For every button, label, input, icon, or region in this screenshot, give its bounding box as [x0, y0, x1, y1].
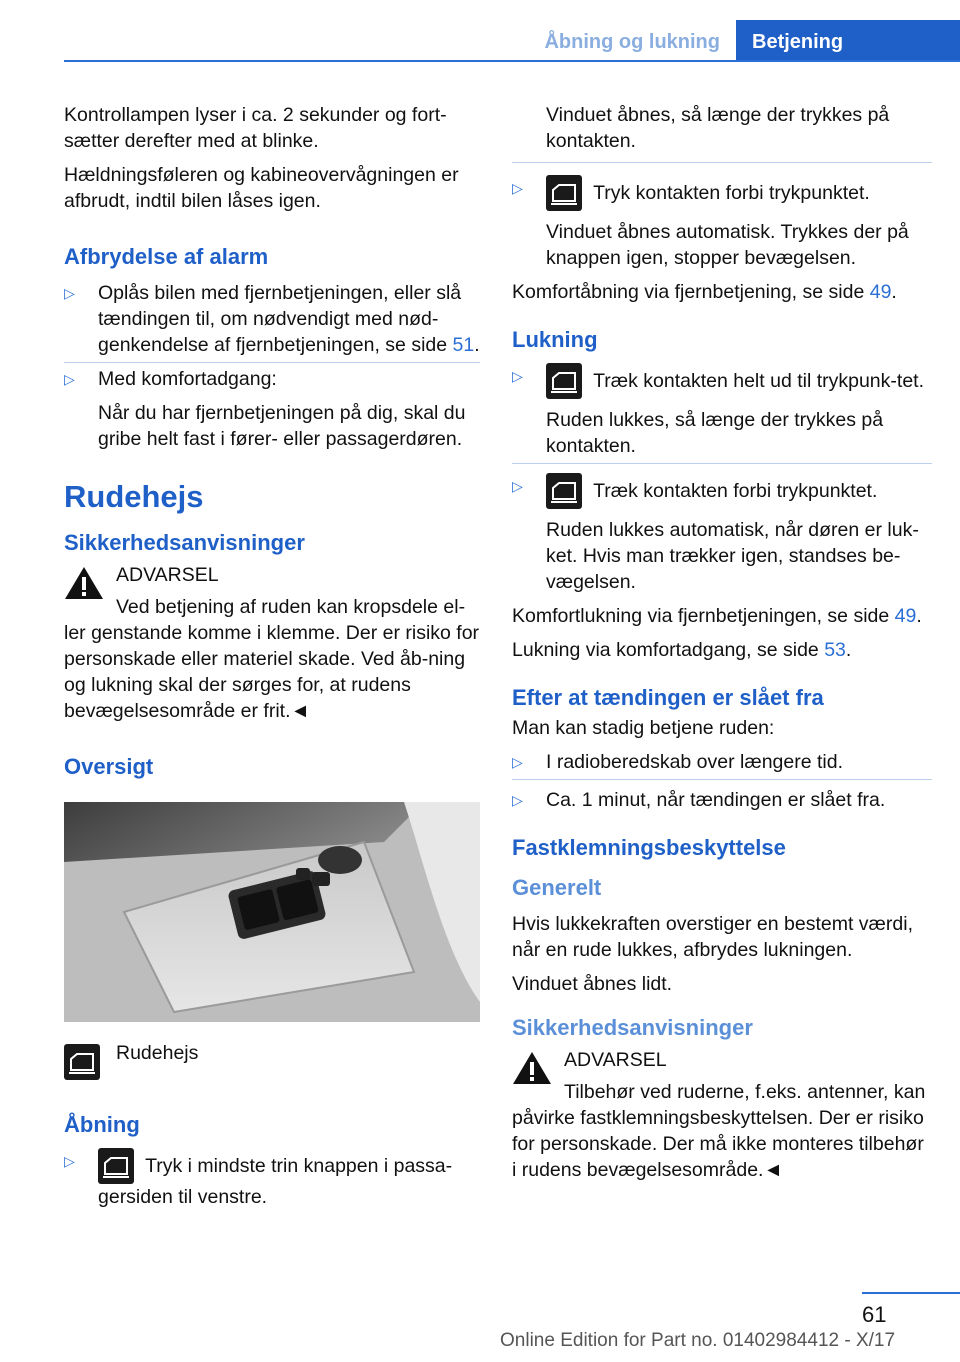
auto-open-list: [512, 175, 932, 271]
paragraph: Man kan stadig betjene ruden:: [512, 717, 775, 739]
heading-oversigt: Oversigt: [64, 754, 154, 779]
paragraph: Vinduet åbnes lidt.: [512, 973, 673, 995]
bullet-triangle-icon: ▷: [64, 285, 75, 301]
list-item: ▷ Med komfortadgang: Når du har fjernbetjeningen på dig, skal du gribe helt fast i fører- eller passagerdøren.: [64, 368, 466, 450]
left-column: [64, 102, 480, 1218]
header-rule: [64, 60, 960, 62]
window-switch-photo: [64, 802, 480, 1022]
heading-sikkerhed: Sikkerhedsanvisninger: [64, 530, 305, 555]
window-switch-icon: [98, 1148, 134, 1184]
heading-lukning: Lukning: [512, 327, 598, 352]
bullet-triangle-icon: ▷: [512, 180, 523, 196]
section-title: Åbning og lukning: [544, 31, 720, 53]
page-link[interactable]: 49: [894, 605, 917, 627]
right-column: [512, 102, 932, 1191]
window-switch-icon: [546, 363, 582, 399]
list-item: ▷ Træk kontakten helt ud til trykpunk-tet. Ruden lukkes, så længe der trykkes på kontakten.: [512, 363, 932, 459]
page-header: [0, 0, 960, 62]
bullet-triangle-icon: ▷: [512, 478, 523, 494]
window-switch-icon: [546, 175, 582, 211]
bullet-triangle-icon: ▷: [512, 792, 523, 808]
bullet-triangle-icon: ▷: [64, 1153, 75, 1169]
paragraph: Hvis lukkekraften overstiger en bestemt værdi, når en rude lukkes, afbrydes lukningen.: [512, 913, 913, 961]
page-footer: [0, 1292, 960, 1352]
page-link[interactable]: 49: [869, 281, 892, 303]
window-switch-icon: [64, 1044, 100, 1080]
paragraph: Hældningsføleren og kabineovervågningen er afbrudt, indtil bilen låses igen.: [64, 164, 459, 212]
heading-fastklemning: Fastklemningsbeskyttelse: [512, 835, 786, 860]
lukning-list: [512, 363, 932, 595]
bullet-triangle-icon: ▷: [512, 754, 523, 770]
warning-icon: [512, 1051, 552, 1085]
heading-efter: Efter at tændingen er slået fra: [512, 685, 824, 710]
list-item: ▷ Tryk i mindste trin knappen i passa-gersiden til venstre.: [64, 1148, 480, 1210]
chapter-tab: Betjening: [736, 20, 960, 62]
alarm-list: [64, 280, 480, 452]
aabning-list: [64, 1148, 480, 1210]
bullet-triangle-icon: ▷: [64, 371, 75, 387]
edition-text: Online Edition for Part no. 01402984412 - X/17: [500, 1330, 896, 1351]
warning-text: Tilbehør ved ruderne, f.eks. antenner, kan påvirke fastklemningsbeskyttelsen. Der er risiko for personskade. Der må ikke monteres tilbehør i rudens bevægelsesområde.◄: [512, 1081, 926, 1181]
list-item: ▷ Tryk kontakten forbi trykpunktet. Vinduet åbnes automatisk. Trykkes der på knappen igen, stopper bevægelsen.: [512, 175, 932, 271]
paragraph: Komfortlukning via fjernbetjeningen, se side 49.: [512, 605, 922, 627]
paragraph: Vinduet åbnes, så længe der trykkes på kontakten.: [546, 104, 890, 152]
paragraph: Kontrollampen lyser i ca. 2 sekunder og fort-sætter derefter med at blinke.: [64, 104, 447, 152]
page-number: 61: [862, 1302, 887, 1327]
paragraph: Komfortåbning via fjernbetjening, se side 49.: [512, 281, 897, 303]
page-link[interactable]: 53: [824, 639, 846, 661]
warning-icon: [64, 566, 104, 600]
efter-list: [512, 749, 932, 813]
page-link[interactable]: 51: [452, 334, 475, 356]
warning-text: Ved betjening af ruden kan kropsdele el-ler genstande komme i klemme. Der er risiko for personskade eller materiel skade. Ved åb-ning og lukning skal der sørges for, at rudens bevægelsesområde er frit.◄: [64, 596, 480, 722]
paragraph: Lukning via komfortadgang, se side 53.: [512, 639, 852, 661]
figure-caption: Rudehejs: [64, 1040, 480, 1080]
window-switch-icon: [546, 473, 582, 509]
heading-afbrydelse: Afbrydelse af alarm: [64, 244, 269, 269]
warning-title: ADVARSEL: [564, 1049, 667, 1071]
heading-rudehejs: Rudehejs: [64, 479, 204, 514]
list-item: ▷ Ca. 1 minut, når tændingen er slået fra.: [512, 789, 886, 811]
list-item: ▷ I radioberedskab over længere tid.: [512, 749, 932, 775]
warning-block: [512, 1047, 932, 1073]
heading-generelt: Generelt: [512, 875, 602, 900]
warning-block: [64, 562, 480, 588]
heading-sikkerhed-2: Sikkerhedsanvisninger: [512, 1015, 753, 1040]
footer-rule: [862, 1292, 960, 1294]
heading-aabning: Åbning: [64, 1112, 140, 1137]
bullet-triangle-icon: ▷: [512, 368, 523, 384]
list-item: ▷ Oplås bilen med fjernbetjeningen, eller slå tændingen til, om nødvendigt med nød-genkendelse af fjernbetjeningen, se side 51.: [64, 280, 480, 358]
warning-title: ADVARSEL: [116, 564, 219, 586]
list-item: ▷ Træk kontakten forbi trykpunktet. Ruden lukkes automatisk, når døren er luk-ket. Hvis man trækker igen, standses be-vægelsen.: [512, 473, 932, 595]
